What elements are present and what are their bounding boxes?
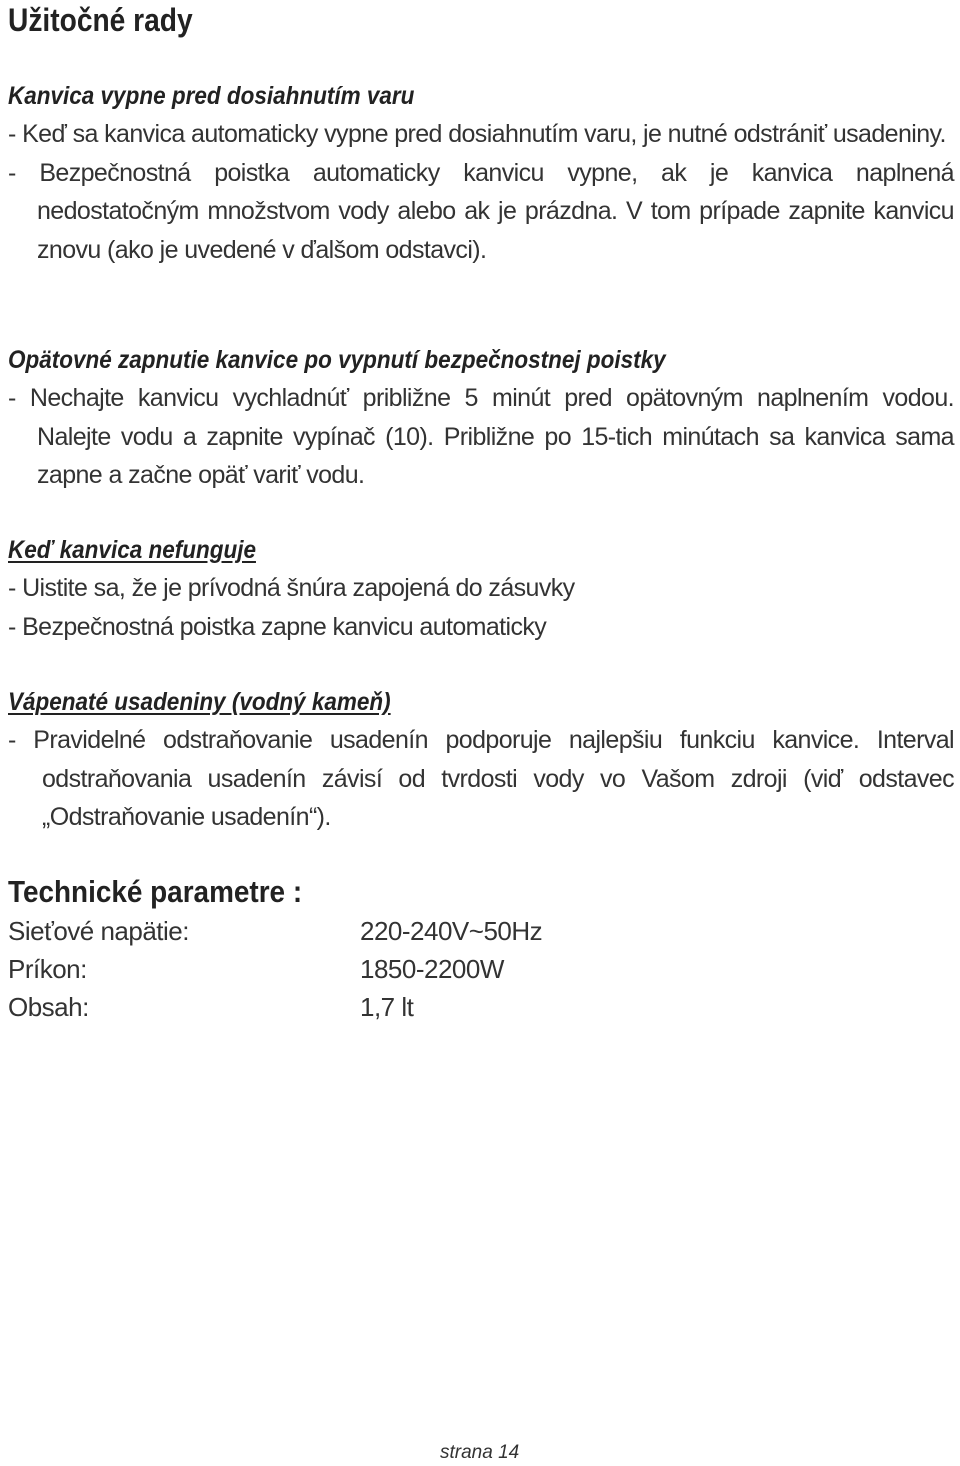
spec-value: 1,7 lt <box>360 992 414 1022</box>
tech-params-table <box>8 912 608 1026</box>
spec-value: 220-240V~50Hz <box>360 916 543 946</box>
section-opatovne-zapnutie <box>8 341 954 495</box>
section-item: - Bezpečnostná poistka zapne kanvicu automaticky <box>8 612 547 641</box>
section-ked-kanvica-nefunguje <box>8 531 954 646</box>
section-item: - Keď sa kanvica automaticky vypne pred dosiahnutím varu, je nutné odstrániť usadeniny. <box>8 120 946 148</box>
section-vapenate-usadeniny <box>8 683 954 837</box>
section-heading: Opätovné zapnutie kanvice po vypnutí bezpečnostnej poistky <box>8 346 666 374</box>
spec-value: 1850-2200W <box>360 954 504 984</box>
spec-row-voltage <box>8 912 608 950</box>
spec-label: Sieťové napätie: <box>8 916 189 946</box>
section-item: - Nechajte kanvicu vychladnúť približne 5 minút pred opätovným naplnením vodou. Nalejte vodu a zapnite vypínač (10). Približne po 15-tich minútach sa kanvica sama zapne a začne opäť variť vodu. <box>8 384 954 489</box>
spec-row-power <box>8 950 608 988</box>
section-item: - Bezpečnostná poistka automaticky kanvicu vypne, ak je kanvica naplnená nedostatočným množstvom vody alebo ak je prázdna. V tom prípade zapnite kanvicu znovu (ako je uvedené v ďalšom odstavci). <box>8 158 954 264</box>
section-kanvica-vypne <box>8 77 954 269</box>
spec-row-capacity <box>8 988 608 1026</box>
tech-params-title: Technické parametre : <box>8 874 303 909</box>
page-number-label: strana 14 <box>440 1442 520 1463</box>
page-title: Užitočné rady <box>8 2 193 38</box>
section-heading: Vápenaté usadeniny (vodný kameň) <box>8 688 391 716</box>
section-item: - Pravidelné odstraňovanie usadenín podporuje najlepšiu funkciu kanvice. Interval odstraňovania usadenín závisí od tvrdosti vody vo Vašom zdroji (viď odstavec „Odstraňovanie usadenín“). <box>8 726 954 831</box>
section-heading: Kanvica vypne pred dosiahnutím varu <box>8 82 415 110</box>
section-heading: Keď kanvica nefunguje <box>8 536 256 564</box>
section-item: - Uistite sa, že je prívodná šnúra zapojená do zásuvky <box>8 574 575 602</box>
spec-label: Obsah: <box>8 992 89 1022</box>
spec-label: Príkon: <box>8 954 87 984</box>
